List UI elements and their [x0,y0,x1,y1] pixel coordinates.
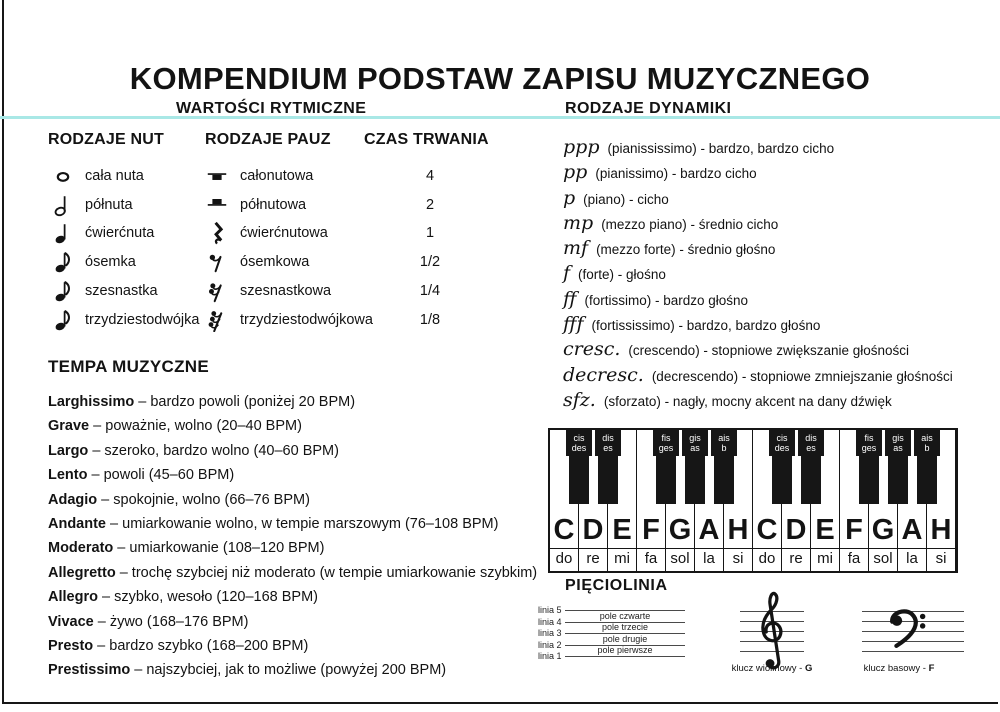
quarter-note-icon [50,220,76,246]
dynamics-item [563,288,993,313]
dynamics-item [563,389,993,414]
note-name: półnuta [85,196,133,213]
staff-line-label: linia 2 [538,639,562,650]
black-key [714,430,734,504]
tempo-name: Presto [48,638,94,655]
tempo-desc: – żywo (168–176 BPM) [97,613,249,630]
key-letter: H [930,514,952,546]
dynamics-section-header: RODZAJE DYNAMIKI [565,100,732,117]
tempo-item [48,610,528,634]
half-rest-icon [204,192,230,218]
black-key-label: cis des [769,430,795,456]
key-letter: A [901,514,923,546]
key-solfege: re [579,548,607,571]
thirty-second-rest-icon [204,307,230,333]
dynamics-symbol: pp [563,161,588,184]
staff-field-label: pole trzecie [601,622,649,632]
staff-line-label: linia 1 [538,651,562,661]
key-letter: A [698,514,720,546]
key-letter: F [642,514,660,546]
key-solfege: sol [869,548,897,571]
dynamics-symbol: ff [563,287,577,310]
column-header-rests: RODZAJE PAUZ [205,131,331,148]
tempo-name: Moderato [48,540,114,557]
key-letter: E [612,514,632,546]
black-key [888,430,908,504]
page-border-left [2,0,4,704]
key-letter: C [553,514,575,546]
key-solfege: re [782,548,810,571]
staff-line [565,656,685,657]
tempo-desc: – najszybciej, jak to możliwe (powyżej 200 BPM) [134,662,447,679]
tempos-section [48,357,538,683]
tempo-desc: – umiarkowanie (108–120 BPM) [117,540,325,557]
staff-line-label: linia 4 [538,616,562,627]
eighth-note-icon [50,249,76,275]
dynamics-item [563,237,993,262]
dynamics-desc: (forte) - głośno [578,267,666,283]
dynamics-desc: (sforzato) - nagły, mocny akcent na dany dźwięk [603,393,892,409]
dynamics-item [563,262,993,287]
black-key [772,430,792,504]
tempo-item [48,658,528,682]
black-key [569,430,589,504]
rest-name: szesnastkowa [240,282,332,299]
tempo-item [48,488,528,512]
key-letter: D [582,514,604,546]
table-row [48,277,508,305]
tempo-name: Larghissimo [48,394,135,410]
staff-line-label: linia 5 [538,605,562,615]
table-row [48,162,508,190]
key-solfege: mi [608,548,636,571]
key-letter: C [756,514,778,546]
tempo-name: Prestissimo [48,662,131,679]
labeled-staff-diagram [538,603,690,665]
dynamics-symbol: fff [563,313,584,336]
dynamics-item [563,313,993,338]
rest-name: ósemkowa [240,254,310,271]
key-solfege: la [695,548,723,571]
tempo-desc: – spokojnie, wolno (66–76 BPM) [101,491,310,508]
rhythm-section-header: WARTOŚCI RYTMICZNE [176,100,367,117]
note-name: trzydziestodwójka [85,311,200,328]
black-key-label: fis ges [653,430,679,456]
thirty-second-note-icon [50,307,76,333]
black-key-label: fis ges [856,430,882,456]
black-key-label: gis as [885,430,911,456]
dynamics-desc: (mezzo piano) - średnio cicho [601,216,779,232]
duration-value: 2 [425,196,435,213]
key-letter: H [727,514,749,546]
black-key [917,430,937,504]
black-key [656,430,676,504]
duration-value: 1/2 [419,254,441,271]
piano-keyboard-diagram [548,428,958,573]
duration-value: 1/4 [419,282,441,299]
staff-field-label: pole drugie [602,633,648,644]
page-border-bottom [2,702,998,704]
key-solfege: la [898,548,926,571]
note-name: szesnastka [85,282,158,299]
key-solfege: sol [666,548,694,571]
note-name: ćwierćnuta [85,225,155,242]
bass-clef-icon [888,607,930,649]
tempo-name: Grave [48,418,90,435]
rest-name: trzydziestodwójkowa [240,311,373,328]
dynamics-desc: (crescendo) - stopniowe zwiększanie głośności [628,343,910,359]
tempos-section-header: TEMPA MUZYCZNE [48,357,209,376]
staff-line-label: linia 3 [538,628,562,638]
key-solfege: fa [637,548,665,571]
duration-value: 4 [425,168,435,184]
dynamics-desc: (pianissimo) - bardzo cicho [595,166,757,182]
tempo-name: Vivace [48,613,94,630]
tempo-item [48,634,528,658]
key-letter: G [668,514,692,546]
dynamics-symbol: p [563,186,576,209]
eighth-rest-icon [204,249,230,275]
table-row [48,248,508,276]
table-row [48,306,508,334]
tempo-name: Allegro [48,589,98,606]
tempo-name: Lento [48,467,88,484]
key-letter: G [871,514,895,546]
tempo-desc: – trochę szybciej niż moderato (w tempie umiarkowanie szybkim) [119,564,538,581]
whole-rest-icon [204,163,230,189]
column-header-notes: RODZAJE NUT [48,131,164,148]
tempo-desc: – powoli (45–60 BPM) [91,467,235,484]
black-key [685,430,705,504]
black-key-label: gis as [682,430,708,456]
staff-field-label: pole pierwsze [597,645,653,655]
rest-name: całonutowa [240,168,314,184]
dynamics-item [563,338,993,363]
key-solfege: mi [811,548,839,571]
tempo-name: Adagio [48,491,98,508]
key-letter: D [785,514,807,546]
table-row [48,191,508,219]
tempo-item [48,390,528,414]
tempo-desc: – szeroko, bardzo wolno (40–60 BPM) [92,442,339,459]
black-key [801,430,821,504]
sixteenth-rest-icon [204,278,230,304]
duration-value: 1 [425,225,435,242]
staff-section-header: PIĘCIOLINIA [565,577,668,594]
tempo-item [48,439,528,463]
tempo-desc: – bardzo szybko (168–200 BPM) [97,638,309,655]
tempo-item [48,561,538,585]
dynamics-symbol: ppp [563,136,600,158]
note-name: ósemka [85,254,136,271]
dynamics-symbol: sfz. [563,388,596,411]
key-letter: F [845,514,863,546]
dynamics-symbol: f [563,262,571,285]
rest-name: ćwierćnutowa [240,225,328,242]
page-title: KOMPENDIUM PODSTAW ZAPISU MUZYCZNEGO [129,60,871,96]
black-key [598,430,618,504]
sixteenth-note-icon [50,278,76,304]
whole-note-icon [50,163,76,189]
dynamics-symbol: mp [563,211,594,234]
note-name: cała nuta [85,168,144,184]
accent-divider-line [0,116,1000,119]
tempo-name: Allegretto [48,564,116,581]
tempo-name: Largo [48,442,89,459]
key-solfege: do [753,548,781,571]
dynamics-desc: (decrescendo) - stopniowe zmniejszanie głośności [651,368,953,384]
dynamics-symbol: mf [563,237,589,260]
tempo-item [48,414,528,438]
tempo-item [48,512,528,536]
staff-line [862,651,964,652]
quarter-rest-icon [204,220,230,246]
black-key-label: ais b [914,430,940,456]
dynamics-item [563,364,993,389]
black-key-label: cis des [566,430,592,456]
tempo-desc: – bardzo powoli (poniżej 20 BPM) [138,394,356,410]
black-key-label: dis es [798,430,824,456]
tempo-desc: – poważnie, wolno (20–40 BPM) [93,418,302,435]
table-row [48,219,508,247]
rest-name: półnutowa [240,196,307,213]
dynamics-symbol: cresc. [563,338,621,361]
dynamics-desc: (pianississimo) - bardzo, bardzo cicho [607,141,835,156]
dynamics-item [563,136,993,161]
dynamics-desc: (piano) - cicho [583,191,669,207]
treble-clef-caption: klucz wiolinowy - G [731,663,813,674]
tempo-item [48,585,528,609]
black-key-label: ais b [711,430,737,456]
treble-staff-diagram [731,611,813,674]
bass-clef-caption: klucz basowy - F [863,663,935,674]
dynamics-desc: (mezzo forte) - średnio głośno [596,242,776,258]
column-header-duration: CZAS TRWANIA [364,131,489,148]
tempo-item [48,463,528,487]
tempo-desc: – szybko, wesoło (120–168 BPM) [101,589,318,606]
treble-clef-icon [755,589,787,673]
key-solfege: fa [840,548,868,571]
duration-value: 1/8 [419,311,441,328]
tempo-name: Andante [48,516,106,533]
staff-field-label: pole czwarte [599,610,651,621]
tempo-desc: – umiarkowanie wolno, w tempie marszowym (76–108 BPM) [110,516,499,533]
half-note-icon [50,192,76,218]
dynamics-desc: (fortissimo) - bardzo głośno [584,292,749,308]
tempo-item [48,536,528,560]
key-letter: E [815,514,835,546]
key-solfege: si [724,548,752,571]
dynamics-symbol: decresc. [563,363,644,386]
black-key [859,430,879,504]
bass-staff-diagram [862,611,964,674]
key-solfege: do [550,548,578,571]
dynamics-item [563,212,993,237]
dynamics-section [563,136,993,414]
dynamics-item [563,187,993,212]
black-key-label: dis es [595,430,621,456]
key-solfege: si [927,548,955,571]
dynamics-desc: (fortississimo) - bardzo, bardzo głośno [591,318,821,334]
dynamics-item [563,161,993,186]
rhythm-table [48,131,508,346]
